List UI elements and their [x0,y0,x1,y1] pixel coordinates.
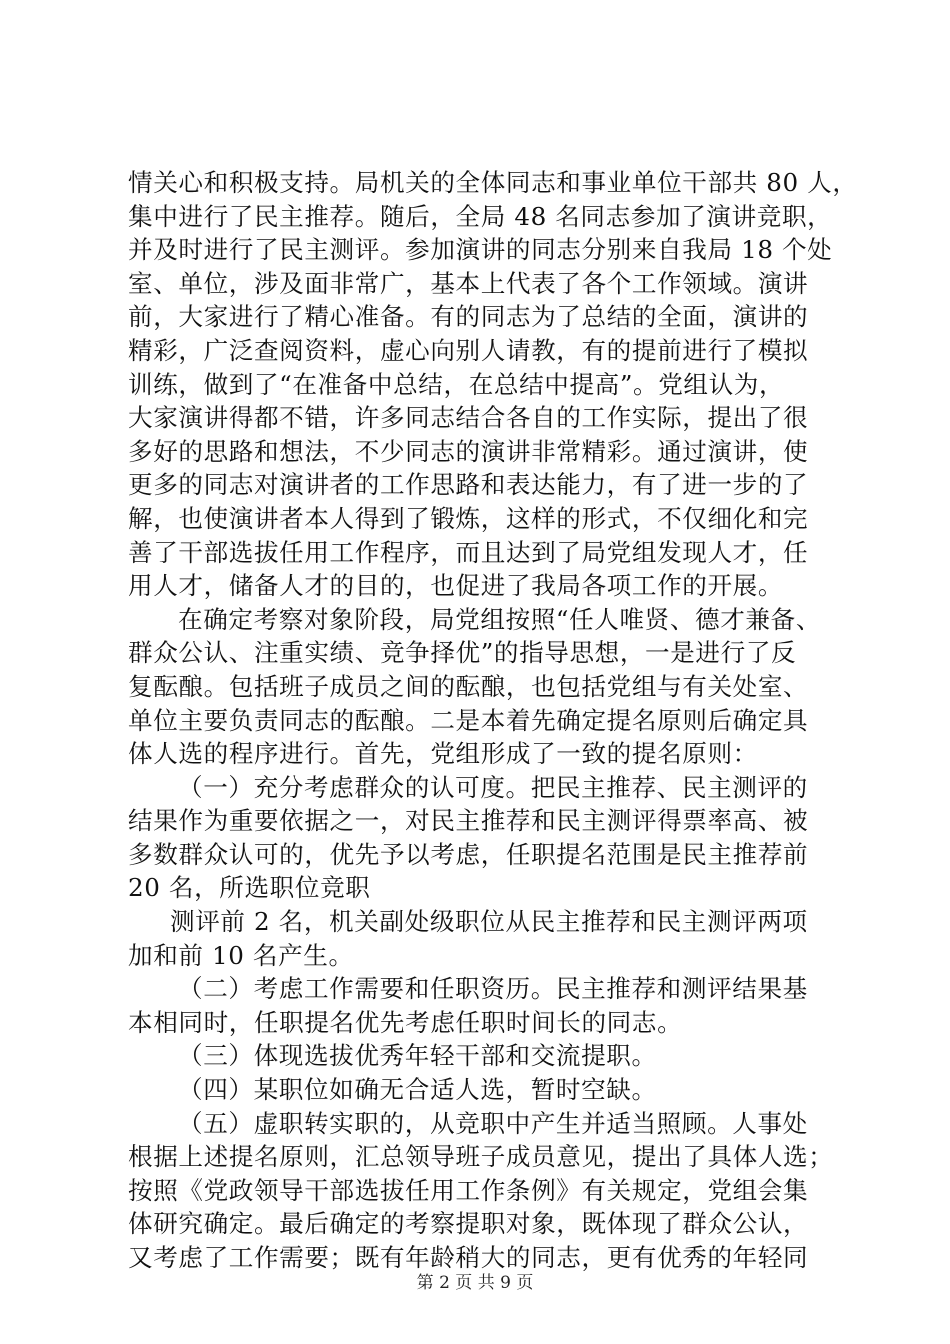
text-line: 室、单位，涉及面非常广，基本上代表了各个工作领域。演讲 [128,268,809,298]
text-line: 解，也使演讲者本人得到了锻炼，这样的形式，不仅细化和完 [128,503,809,533]
text-line: 体人选的程序进行。首先，党组形成了一致的提名原则： [128,739,758,769]
text-line: 多数群众认可的，优先予以考虑，任职提名范围是民主推荐前 [128,839,809,869]
text-line: 体研究确定。最后确定的考察提职对象，既体现了群众公认， [128,1209,809,1239]
text-line: 情关心和积极支持。局机关的全体同志和事业单位干部共 80 人， [128,168,858,197]
text-line: 20 名，所选职位竞职 [128,873,371,903]
text-line: 又考虑了工作需要；既有年龄稍大的同志，更有优秀的年轻同 [128,1243,809,1272]
text-line: 按照《党政领导干部选拔任用工作条例》有关规定，党组会集 [128,1175,809,1205]
list-item-line: （四）某职位如确无合适人选，暂时空缺。 [178,1075,657,1105]
text-line: 训练，做到了“在准备中总结，在总结中提高”。党组认为， [128,369,785,399]
text-line: 本相同时，任职提名优先考虑任职时间长的同志。 [128,1007,683,1037]
list-item-line: （二）考虑工作需要和任职资历。民主推荐和测评结果基 [178,974,808,1004]
text-line: 善了干部选拔任用工作程序，而且达到了局党组发现人才，任 [128,537,809,567]
list-item-line: （一）充分考虑群众的认可度。把民主推荐、民主测评的 [178,772,808,802]
text-line: 用人才，储备人才的目的，也促进了我局各项工作的开展。 [128,571,784,601]
text-line: 并及时进行了民主测评。参加演讲的同志分别来自我局 18 个处 [128,235,833,265]
list-item-line: （五）虚职转实职的，从竞职中产生并适当照顾。人事处 [178,1108,808,1138]
paragraph-start-line: 测评前 2 名，机关副处级职位从民主推荐和民主测评两项 [170,907,808,937]
text-line: 精彩，广泛查阅资料，虚心向别人请教，有的提前进行了模拟 [128,335,809,365]
text-line: 前，大家进行了精心准备。有的同志为了总结的全面，演讲的 [128,302,809,332]
text-line: 更多的同志对演讲者的工作思路和表达能力，有了进一步的了 [128,470,809,500]
list-item-line: （三）体现选拔优秀年轻干部和交流提职。 [178,1041,657,1071]
text-line: 大家演讲得都不错，许多同志结合各自的工作实际，提出了很 [128,403,809,433]
text-line: 群众公认、注重实绩、竞争择优”的指导思想，一是进行了反 [128,638,797,668]
paragraph-start-line: 在确定考察对象阶段，局党组按照“任人唯贤、德才兼备、 [178,604,822,634]
page-number-footer: 第 2 页 共 9 页 [416,1273,534,1293]
text-line: 多好的思路和想法，不少同志的演讲非常精彩。通过演讲，使 [128,436,809,466]
text-line: 根据上述提名原则，汇总领导班子成员意见，提出了具体人选； [128,1142,834,1172]
text-line: 复酝酿。包括班子成员之间的酝酿，也包括党组与有关处室、 [128,671,809,701]
text-line: 单位主要负责同志的酝酿。二是本着先确定提名原则后确定具 [128,705,809,735]
text-line: 集中进行了民主推荐。随后，全局 48 名同志参加了演讲竞职， [128,201,833,231]
document-body [128,166,858,1275]
text-line: 结果作为重要依据之一，对民主推荐和民主测评得票率高、被 [128,806,809,836]
text-line: 加和前 10 名产生。 [128,940,354,970]
